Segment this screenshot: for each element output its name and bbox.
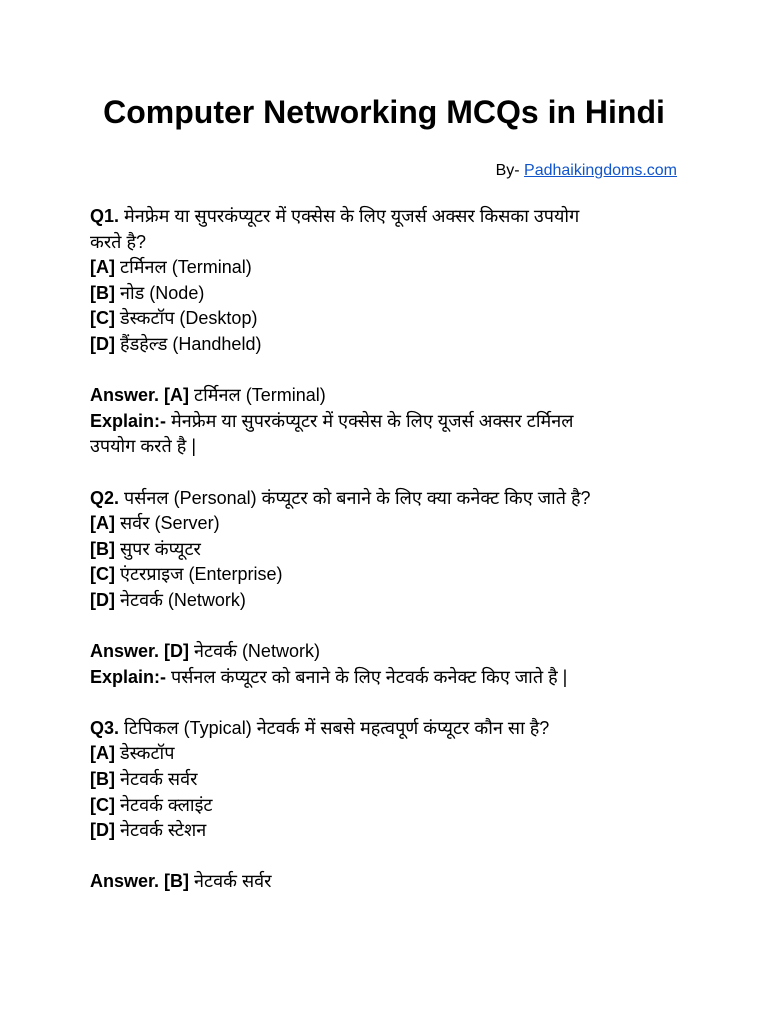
option-key: [C] [90, 564, 115, 585]
option-c [90, 306, 708, 332]
page-title: Computer Networking MCQs in Hindi [103, 94, 665, 130]
questions-list [90, 204, 708, 895]
answer-label: Answer. [A] [90, 385, 190, 406]
option-text: डेस्कटॉप (Desktop) [120, 308, 258, 329]
option-key: [C] [90, 308, 115, 329]
question-1 [90, 204, 708, 486]
question-text-line-1: टिपिकल (Typical) नेटवर्क में सबसे महत्वपूर्ण कंप्यूटर कौन सा है? [124, 717, 550, 738]
option-a [90, 255, 708, 281]
question-text [90, 204, 708, 230]
option-a [90, 511, 708, 537]
author-link[interactable]: Padhaikingdoms.com [524, 162, 677, 179]
option-text: एंटरप्राइज (Enterprise) [120, 564, 283, 585]
explain-text-line-1: पर्सनल कंप्यूटर को बनाने के लिए नेटवर्क कनेक्ट किए जाते है | [171, 666, 568, 687]
option-text: नेटवर्क स्टेशन [120, 820, 207, 841]
question-text-line-1: मेनफ्रेम या सुपरकंप्यूटर में एक्सेस के लिए यूजर्स अक्सर किसका उपयोग [124, 206, 580, 226]
option-d [90, 588, 708, 614]
option-c [90, 793, 708, 819]
explain-label: Explain:- [90, 410, 167, 431]
byline [496, 160, 677, 182]
option-text: डेस्कटॉप [120, 743, 175, 764]
question-3 [90, 716, 708, 895]
option-text: नेटवर्क क्लाइंट [120, 794, 213, 815]
option-c [90, 562, 708, 588]
question-text [90, 716, 708, 742]
answer-text: नेटवर्क सर्वर [194, 871, 272, 892]
option-key: [C] [90, 794, 115, 815]
explain-label: Explain:- [90, 666, 167, 687]
answer-line [90, 383, 708, 409]
byline-prefix: By- [495, 162, 520, 179]
option-key: [D] [90, 333, 115, 354]
option-key: [D] [90, 820, 115, 841]
explain-text-line-1: मेनफ्रेम या सुपरकंप्यूटर में एक्सेस के लिए यूजर्स अक्सर टर्मिनल [171, 410, 574, 431]
option-b [90, 537, 708, 563]
question-label: Q2. [90, 487, 120, 508]
answer-text: टर्मिनल (Terminal) [194, 385, 326, 406]
option-b [90, 767, 708, 793]
option-text: टर्मिनल (Terminal) [120, 257, 252, 278]
question-text-line-1: पर्सनल (Personal) कंप्यूटर को बनाने के लिए क्या कनेक्ट किए जाते है? [124, 487, 591, 508]
option-key: [A] [90, 743, 115, 764]
option-d [90, 332, 708, 358]
answer-label: Answer. [D] [90, 641, 190, 662]
question-label: Q1. [90, 206, 120, 226]
option-key: [D] [90, 589, 115, 610]
option-text: सुपर कंप्यूटर [120, 538, 201, 559]
explain-line [90, 665, 708, 691]
option-key: [B] [90, 769, 115, 790]
option-text: नेटवर्क (Network) [120, 589, 246, 610]
option-b [90, 281, 708, 307]
option-text: नेटवर्क सर्वर [120, 769, 198, 790]
option-text: हैंडहेल्ड (Handheld) [120, 333, 262, 354]
answer-line [90, 639, 708, 665]
option-a [90, 741, 708, 767]
option-key: [B] [90, 282, 115, 303]
option-key: [B] [90, 538, 115, 559]
option-d [90, 818, 708, 844]
answer-line [90, 869, 708, 895]
option-key: [A] [90, 513, 115, 534]
option-text: सर्वर (Server) [120, 513, 220, 534]
question-2 [90, 486, 708, 716]
question-text-line-2: करते है? [90, 231, 147, 252]
explain-line [90, 409, 708, 435]
option-text: नोड (Node) [120, 282, 205, 303]
question-text [90, 486, 708, 512]
explain-text-line-2: उपयोग करते है | [90, 436, 197, 457]
option-key: [A] [90, 257, 115, 278]
question-label: Q3. [90, 717, 120, 738]
answer-label: Answer. [B] [90, 871, 190, 892]
answer-text: नेटवर्क (Network) [194, 641, 320, 662]
